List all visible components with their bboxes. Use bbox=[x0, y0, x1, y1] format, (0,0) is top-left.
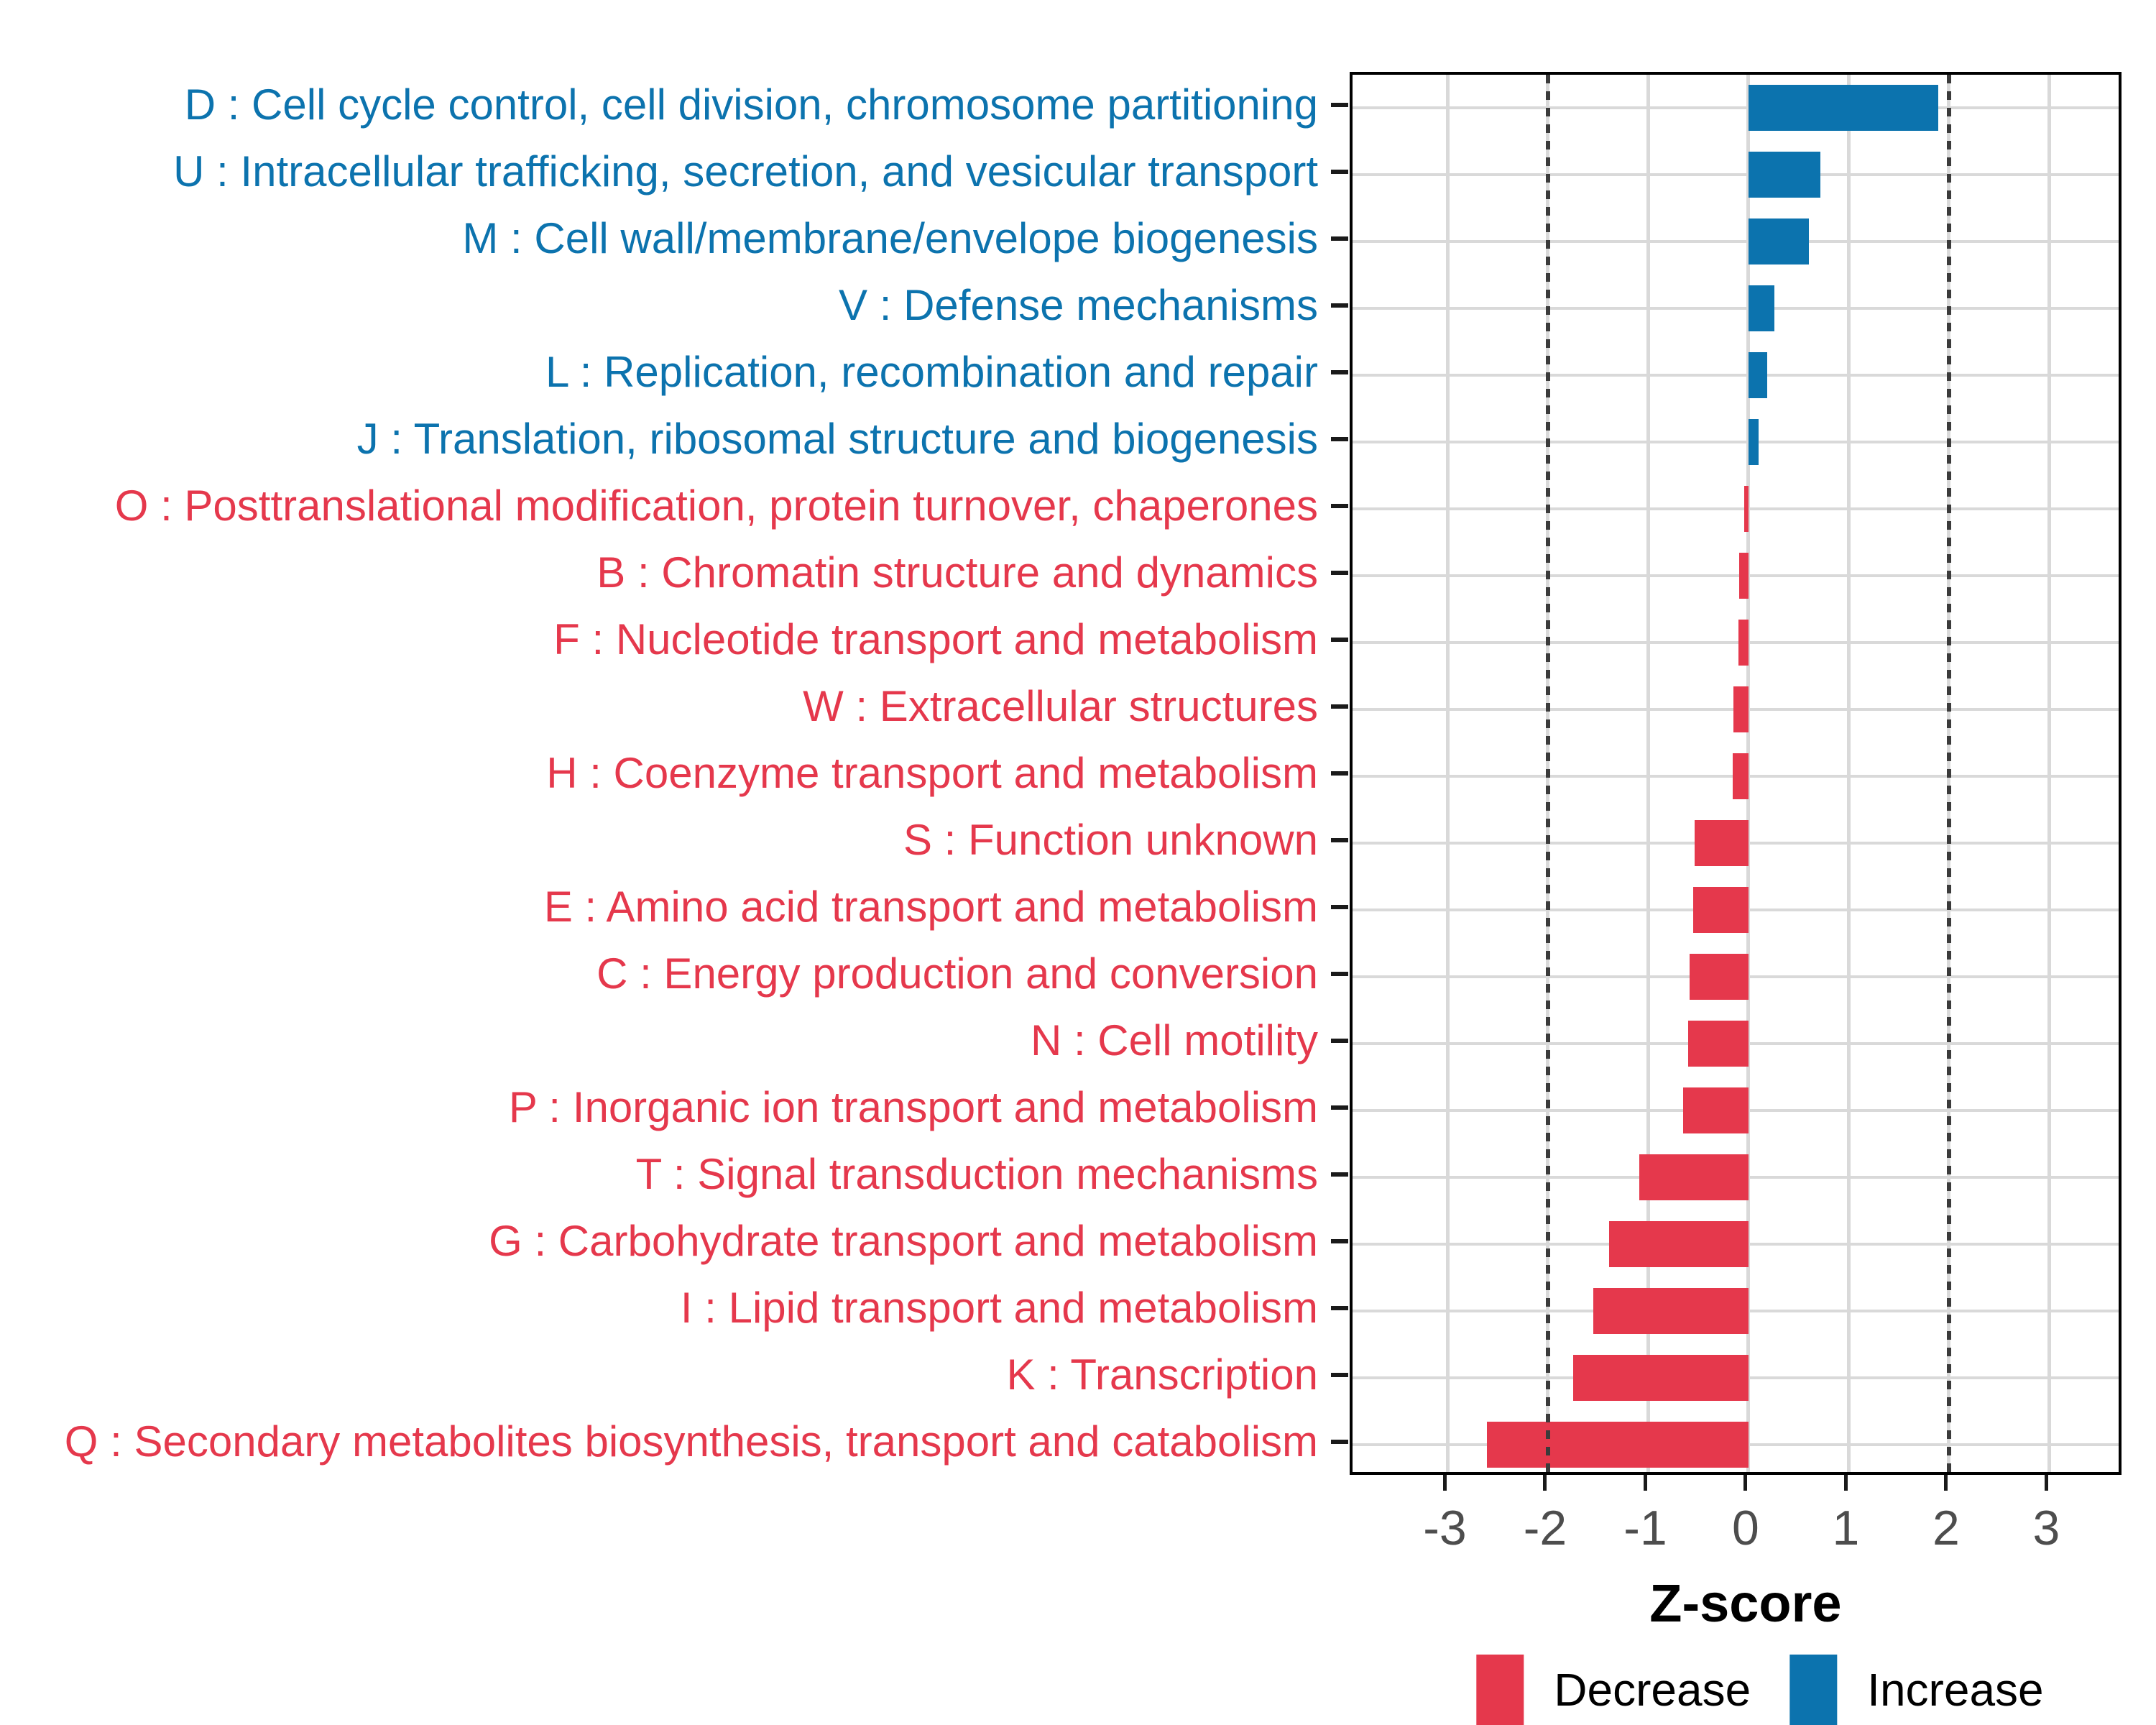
x-tickmark-0 bbox=[1743, 1475, 1747, 1491]
gridline-x--3 bbox=[1446, 75, 1450, 1472]
y-tickmark-M bbox=[1331, 236, 1348, 241]
gridline-row-L bbox=[1353, 374, 2119, 377]
legend-label-decrease: Decrease bbox=[1554, 1664, 1751, 1716]
y-label-J: J : Translation, ribosomal structure and biogenesis bbox=[356, 415, 1318, 464]
y-label-N: N : Cell motility bbox=[1030, 1016, 1318, 1064]
bar-W bbox=[1733, 686, 1749, 732]
x-ticklabel-2: 2 bbox=[1932, 1501, 1960, 1555]
x-axis-title: Z-score bbox=[1649, 1573, 1842, 1633]
gridline-row-U bbox=[1353, 173, 2119, 176]
y-tickmark-T bbox=[1331, 1172, 1348, 1177]
y-tickmark-N bbox=[1331, 1039, 1348, 1043]
y-tickmark-O bbox=[1331, 504, 1348, 508]
bar-E bbox=[1693, 887, 1749, 933]
y-label-F: F : Nucleotide transport and metabolism bbox=[553, 615, 1318, 664]
y-label-H: H : Coenzyme transport and metabolism bbox=[546, 749, 1318, 797]
bar-G bbox=[1609, 1221, 1749, 1267]
legend-swatch-decrease bbox=[1476, 1655, 1524, 1725]
dashed-refline--2 bbox=[1546, 75, 1550, 1472]
y-tickmark-D bbox=[1331, 103, 1348, 107]
y-tickmark-P bbox=[1331, 1105, 1348, 1110]
y-tickmark-W bbox=[1331, 704, 1348, 709]
bar-F bbox=[1738, 620, 1749, 666]
bar-J bbox=[1749, 419, 1759, 465]
x-tickmark--2 bbox=[1543, 1475, 1547, 1491]
bar-P bbox=[1683, 1087, 1749, 1133]
x-tickmark--1 bbox=[1644, 1475, 1647, 1491]
x-ticklabel-1: 1 bbox=[1832, 1501, 1860, 1555]
y-tickmark-E bbox=[1331, 905, 1348, 909]
bar-K bbox=[1573, 1355, 1749, 1401]
bar-M bbox=[1749, 218, 1809, 264]
x-tickmark-3 bbox=[2045, 1475, 2048, 1491]
gridline-row-J bbox=[1353, 441, 2119, 443]
x-ticklabel-3: 3 bbox=[2032, 1501, 2060, 1555]
bar-T bbox=[1639, 1154, 1749, 1200]
y-tickmark-Q bbox=[1331, 1440, 1348, 1444]
bar-L bbox=[1749, 352, 1768, 398]
x-ticklabel--1: -1 bbox=[1623, 1501, 1667, 1555]
bar-C bbox=[1690, 954, 1749, 1000]
y-tickmark-I bbox=[1331, 1306, 1348, 1310]
bar-H bbox=[1733, 753, 1749, 799]
gridline-x-1 bbox=[1847, 75, 1851, 1472]
y-tickmark-V bbox=[1331, 303, 1348, 308]
y-tickmark-S bbox=[1331, 838, 1348, 842]
y-label-S: S : Function unknown bbox=[903, 815, 1318, 864]
y-label-V: V : Defense mechanisms bbox=[839, 281, 1318, 330]
gridline-x-3 bbox=[2047, 75, 2051, 1472]
y-label-O: O : Posttranslational modification, protein turnover, chaperones bbox=[114, 482, 1318, 530]
y-label-T: T : Signal transduction mechanisms bbox=[635, 1149, 1318, 1198]
x-tickmark-2 bbox=[1944, 1475, 1948, 1491]
y-tickmark-F bbox=[1331, 638, 1348, 642]
y-label-M: M : Cell wall/membrane/envelope biogenesis bbox=[462, 214, 1318, 263]
bar-Q bbox=[1487, 1422, 1749, 1468]
y-label-D: D : Cell cycle control, cell division, chromosome partitioning bbox=[184, 80, 1318, 129]
gridline-row-B bbox=[1353, 574, 2119, 577]
gridline-row-M bbox=[1353, 240, 2119, 243]
bar-U bbox=[1749, 152, 1820, 198]
y-label-U: U : Intracellular trafficking, secretion, and vesicular transport bbox=[173, 147, 1318, 196]
gridline-row-F bbox=[1353, 641, 2119, 644]
y-tickmark-H bbox=[1331, 771, 1348, 776]
y-label-L: L : Replication, recombination and repair bbox=[545, 348, 1318, 397]
legend-item-decrease bbox=[1476, 1655, 1751, 1725]
legend-item-increase bbox=[1789, 1655, 2043, 1725]
x-tickmark--3 bbox=[1443, 1475, 1447, 1491]
y-label-Q: Q : Secondary metabolites biosynthesis, transport and catabolism bbox=[64, 1417, 1318, 1466]
y-label-I: I : Lipid transport and metabolism bbox=[680, 1283, 1318, 1332]
x-ticklabel--2: -2 bbox=[1523, 1501, 1567, 1555]
y-label-P: P : Inorganic ion transport and metabolism bbox=[508, 1082, 1318, 1131]
legend-label-increase: Increase bbox=[1867, 1664, 2044, 1716]
bar-S bbox=[1695, 820, 1749, 866]
y-tickmark-B bbox=[1331, 571, 1348, 575]
gridline-row-O bbox=[1353, 507, 2119, 510]
y-label-B: B : Chromatin structure and dynamics bbox=[596, 548, 1318, 597]
y-label-G: G : Carbohydrate transport and metabolism bbox=[489, 1216, 1318, 1265]
plot-panel bbox=[1350, 72, 2122, 1475]
dashed-refline-2 bbox=[1947, 75, 1951, 1472]
y-tickmark-J bbox=[1331, 437, 1348, 441]
y-label-C: C : Energy production and conversion bbox=[596, 949, 1318, 998]
bar-N bbox=[1688, 1021, 1749, 1067]
bar-D bbox=[1749, 85, 1938, 131]
legend bbox=[1476, 1655, 2043, 1725]
bar-I bbox=[1593, 1288, 1749, 1334]
gridline-row-D bbox=[1353, 106, 2119, 109]
y-tickmark-K bbox=[1331, 1373, 1348, 1377]
x-ticklabel-0: 0 bbox=[1732, 1501, 1759, 1555]
x-ticklabel--3: -3 bbox=[1423, 1501, 1467, 1555]
y-tickmark-U bbox=[1331, 170, 1348, 174]
y-label-E: E : Amino acid transport and metabolism bbox=[543, 882, 1318, 931]
bar-O bbox=[1744, 486, 1749, 532]
y-tickmark-C bbox=[1331, 972, 1348, 976]
legend-swatch-increase bbox=[1789, 1655, 1837, 1725]
y-tickmark-G bbox=[1331, 1239, 1348, 1243]
bar-V bbox=[1749, 285, 1774, 331]
y-label-K: K : Transcription bbox=[1006, 1350, 1318, 1399]
gridline-row-V bbox=[1353, 307, 2119, 310]
y-label-W: W : Extracellular structures bbox=[803, 682, 1318, 731]
bar-B bbox=[1739, 553, 1749, 599]
y-tickmark-L bbox=[1331, 370, 1348, 374]
x-tickmark-1 bbox=[1844, 1475, 1848, 1491]
